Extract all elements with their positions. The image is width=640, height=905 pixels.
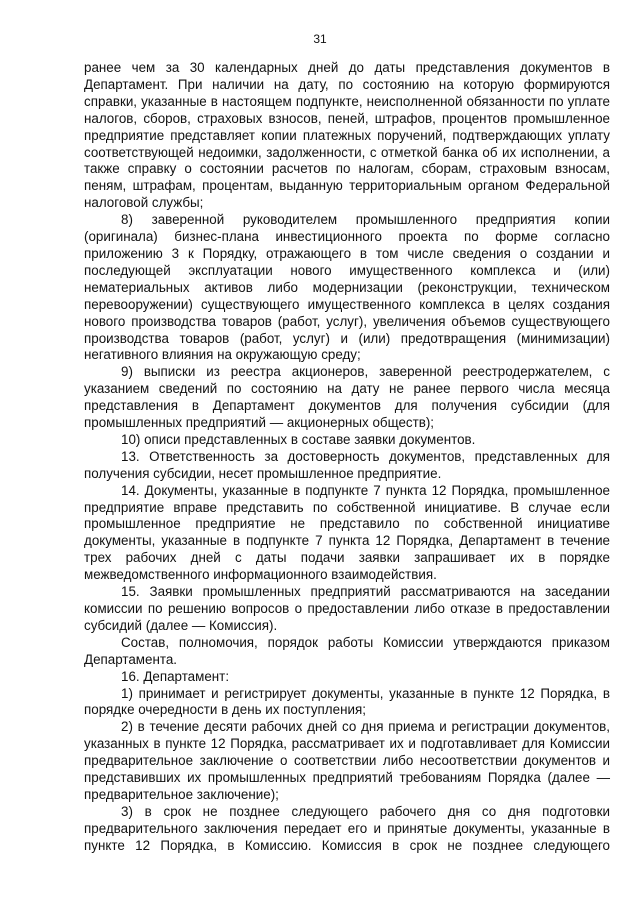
paragraph: 1) принимает и регистрирует документы, указанные в пункте 12 Порядка, в порядке очередности в день их поступления; bbox=[84, 685, 610, 718]
document-body bbox=[84, 60, 610, 855]
paragraph: 15. Заявки промышленных предприятий рассматриваются на заседании комиссии по решению вопросов о предоставлении либо отказе в предоставлении субсидий (далее — Комиссия). bbox=[84, 584, 610, 633]
paragraph: ранее чем за 30 календарных дней до даты представления документов в Департамент. При наличии на дату, по состоянию на которую формируются справки, указанные в настоящем подпункте, неисполненной обязанности по уплате налогов, сборов, страховых взносов, пеней, штрафов, процентов промышленное предприятие представляет копии платежных поручений, подтверждающих уплату соответствующей недоимки, задолженности, с отметкой банка об их исполнении, а также справку о состоянии расчетов по налогам, сборам, страховым взносам, пеням, штрафам, процентам, выданную территориальным органом Федеральной налоговой службы; bbox=[84, 60, 610, 211]
paragraph: 8) заверенной руководителем промышленного предприятия копии (оригинала) бизнес-плана инвестиционного проекта по форме согласно приложению 3 к Порядку, отражающего в том числе сведения о создании и последующей эксплуатации нового имущественного комплекса и (или) нематериальных активов либо модернизации (реконструкции, техническом перевооружении) существующего имущественного комплекса в целях создания нового производства товаров (работ, услуг), увеличения объемов существующего производства товаров (работ, услуг) и (или) предотвращения (минимизации) негативного влияния на окружающую среду; bbox=[84, 212, 610, 363]
paragraph: 9) выписки из реестра акционеров, заверенной реестродержателем, с указанием сведений по состоянию на дату не ранее первого числа месяца представления в Департамент документов для получения субсидии (для промышленных предприятий — акционерных обществ); bbox=[84, 364, 610, 431]
paragraph: 13. Ответственность за достоверность документов, представленных для получения субсидии, несет промышленное предприятие. bbox=[84, 448, 610, 481]
paragraph: 10) описи представленных в составе заявки документов. bbox=[121, 431, 476, 447]
paragraph: Состав, полномочия, порядок работы Комиссии утверждаются приказом Департамента. bbox=[84, 634, 610, 667]
page-number: 31 bbox=[313, 32, 327, 46]
paragraph: 16. Департамент: bbox=[121, 668, 230, 684]
paragraph: 14. Документы, указанные в подпункте 7 пункта 12 Порядка, промышленное предприятие вправе представить по собственной инициативе. В случае если промышленное предприятие не представило по собственной инициативе документы, указанные в подпункте 7 пункта 12 Порядка, Департамент в течение трех рабочих дней с даты подачи заявки запрашивает их в порядке межведомственного информационного взаимодействия. bbox=[84, 482, 610, 583]
paragraph: 2) в течение десяти рабочих дней со дня приема и регистрации документов, указанных в пункте 12 Порядка, рассматривает их и подготавливает для Комиссии предварительное заключение о соответствии либо несоответствии документов и представивших их промышленных предприятий требованиям Порядка (далее — предварительное заключение); bbox=[84, 719, 610, 802]
paragraph: 3) в срок не позднее следующего рабочего дня со дня подготовки предварительного заключения передает его и принятые документы, указанные в пункте 12 Порядка, в Комиссию. Комиссия в срок не позднее следующего bbox=[84, 803, 610, 853]
